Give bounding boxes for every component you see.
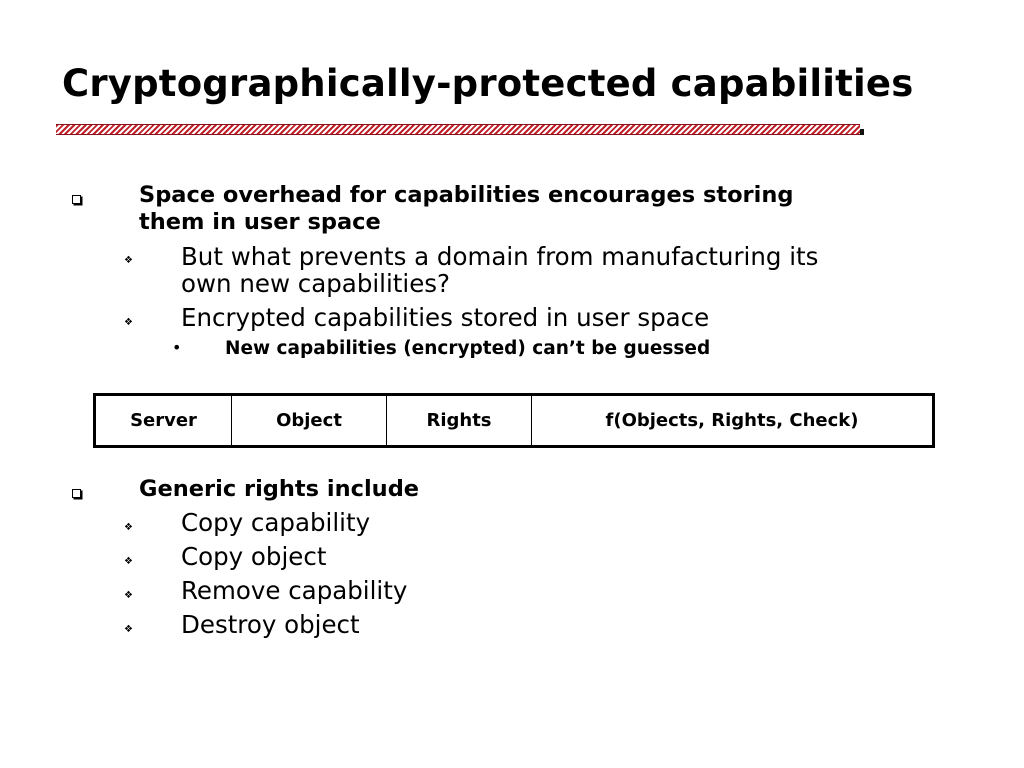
- square-bullet-icon: [72, 195, 81, 204]
- diamond-bullet-icon: ❖: [124, 317, 133, 328]
- slide-title: Cryptographically-protected capabilities: [62, 62, 914, 105]
- bullet-encrypted: Encrypted capabilities stored in user space: [181, 303, 710, 332]
- list-item: Copy capability: [181, 508, 371, 537]
- square-bullet-icon: [72, 489, 81, 498]
- diamond-bullet-icon: ❖: [124, 522, 133, 533]
- dot-bullet-icon: •: [172, 338, 182, 357]
- diamond-bullet-icon: ❖: [124, 624, 133, 635]
- bullet-line: own new capabilities?: [181, 269, 451, 298]
- table-cell-server: Server: [95, 395, 232, 447]
- diamond-bullet-icon: ❖: [124, 590, 133, 601]
- capability-format-table: [93, 393, 935, 448]
- list-item: Remove capability: [181, 576, 408, 605]
- diamond-bullet-icon: ❖: [124, 556, 133, 567]
- bullet-line: Space overhead for capabilities encourages storing: [139, 182, 794, 208]
- bullet-space-overhead: [139, 182, 794, 236]
- table-cell-check: f(Objects, Rights, Check): [605, 410, 859, 431]
- table-cell-object: Object: [232, 395, 387, 447]
- table-row: [95, 395, 934, 447]
- bullet-guessed: New capabilities (encrypted) can’t be guessed: [225, 338, 711, 359]
- bullet-line: them in user space: [139, 209, 381, 235]
- title-rule: [56, 124, 860, 135]
- table-cell-rights: Rights: [387, 395, 532, 447]
- bullet-line: But what prevents a domain from manufacturing its: [181, 242, 819, 271]
- bullet-generic-rights: Generic rights include: [139, 476, 420, 502]
- list-item: Destroy object: [181, 610, 360, 639]
- list-item: Copy object: [181, 542, 327, 571]
- bullet-manufacturing: [181, 243, 818, 297]
- diamond-bullet-icon: ❖: [124, 255, 133, 266]
